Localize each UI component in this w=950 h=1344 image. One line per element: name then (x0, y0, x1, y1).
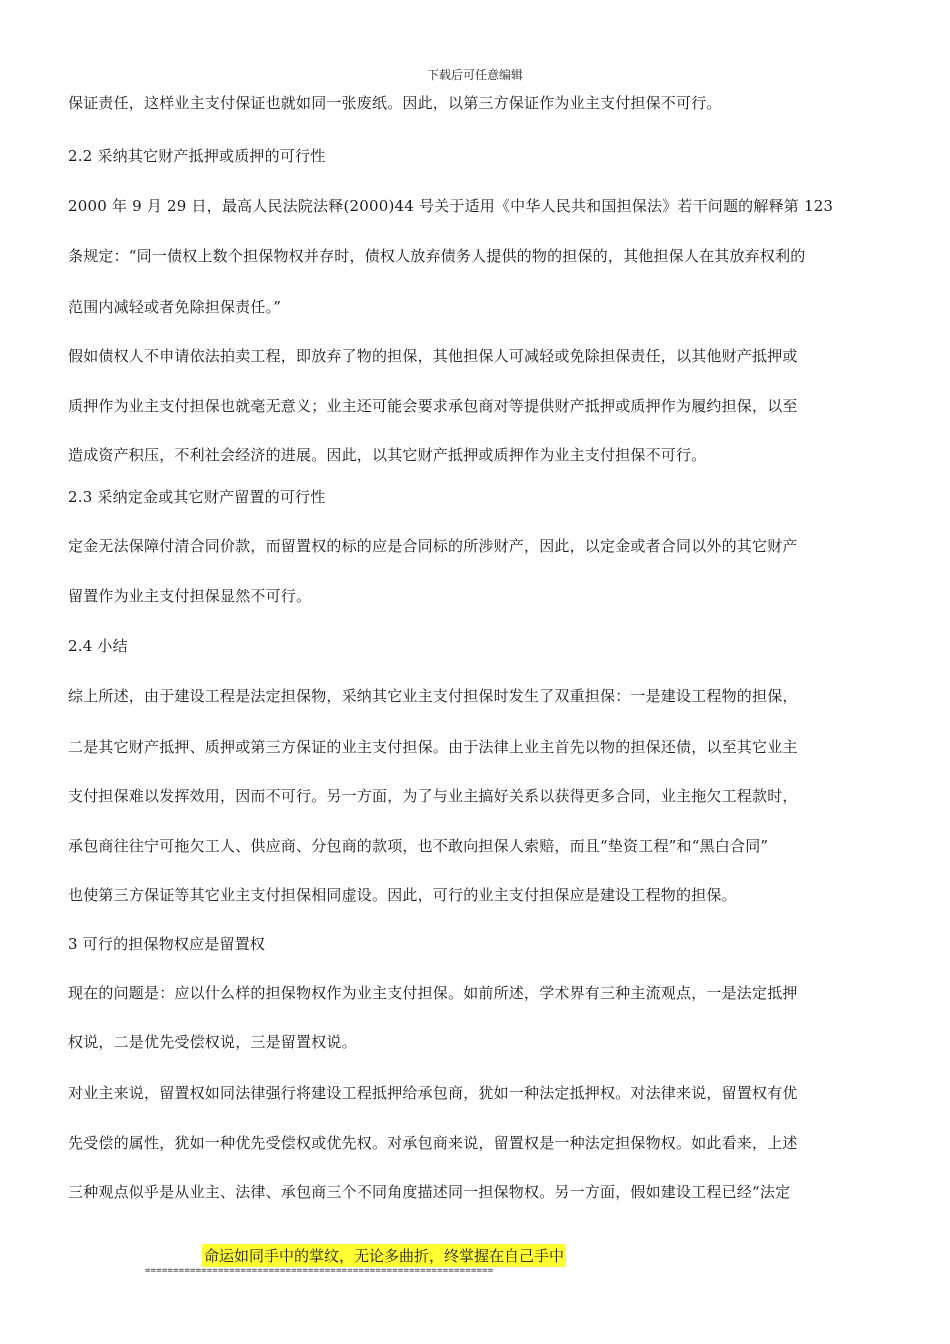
body-line: 质押作为业主支付担保也就毫无意义；业主还可能会要求承包商对等提供财产抵押或质押作为履约担保，以至 (68, 397, 798, 415)
body-line: 综上所述，由于建设工程是法定担保物，采纳其它业主支付担保时发生了双重担保：一是建设工程物的担保， (68, 687, 798, 705)
body-line: 造成资产积压，不利社会经济的进展。因此，以其它财产抵押或质押作为业主支付担保不可行。 (68, 446, 707, 464)
section-heading: 2.2 采纳其它财产抵押或质押的可行性 (68, 147, 326, 165)
body-line: 假如债权人不申请依法拍卖工程，即放弃了物的担保，其他担保人可减轻或免除担保责任，以其他财产抵押或 (68, 347, 798, 365)
section-heading: 2.4 小结 (68, 637, 128, 655)
body-line: 也使第三方保证等其它业主支付担保相同虚设。因此，可行的业主支付担保应是建设工程物的担保。 (68, 886, 737, 904)
body-line: 保证责任，这样业主支付保证也就如同一张废纸。因此，以第三方保证作为业主支付担保不可行。 (68, 94, 722, 112)
body-line: 范围内减轻或者免除担保责任。” (68, 298, 282, 316)
body-line: 承包商往往宁可拖欠工人、供应商、分包商的款项，也不敢向担保人索赔，而且“垫资工程”和“黑白合同” (68, 837, 769, 855)
body-line: 现在的问题是：应以什么样的担保物权作为业主支付担保。如前所述，学术界有三种主流观点，一是法定抵押 (68, 984, 798, 1002)
body-line: 权说，二是优先受偿权说，三是留置权说。 (68, 1033, 357, 1051)
section-heading: 2.3 采纳定金或其它财产留置的可行性 (68, 488, 326, 506)
body-line: 条规定：“同一债权上数个担保物权并存时，债权人放弃债务人提供的物的担保的，其他担保人在其放弃权利的 (68, 247, 806, 265)
body-line: 先受偿的属性，犹如一种优先受偿权或优先权。对承包商来说，留置权是一种法定担保物权。如此看来，上述 (68, 1134, 798, 1152)
section-heading: 3 可行的担保物权应是留置权 (68, 935, 266, 953)
body-line: 2000 年 9 月 29 日，最高人民法院法释(2000)44 号关于适用《中华人民共和国担保法》若干问题的解释第 123 (68, 197, 834, 215)
page-header: 下载后可任意编辑 (426, 68, 523, 82)
body-line: 二是其它财产抵押、质押或第三方保证的业主支付担保。由于法律上业主首先以物的担保还债，以至其它业主 (68, 738, 798, 756)
footer-divider: ============================================================== (145, 1266, 494, 1276)
body-line: 定金无法保障付清合同价款，而留置权的标的应是合同标的所涉财产，因此，以定金或者合同以外的其它财产 (68, 537, 798, 555)
footer-highlight-note: 命运如同手中的掌纹，无论多曲折，终掌握在自己手中 (202, 1244, 566, 1267)
body-line: 对业主来说，留置权如同法律强行将建设工程抵押给承包商，犹如一种法定抵押权。对法律来说，留置权有优 (68, 1084, 798, 1102)
body-line: 留置作为业主支付担保显然不可行。 (68, 587, 312, 605)
body-line: 支付担保难以发挥效用，因而不可行。另一方面，为了与业主搞好关系以获得更多合同，业主拖欠工程款时， (68, 787, 798, 805)
body-line: 三种观点似乎是从业主、法律、承包商三个不同角度描述同一担保物权。另一方面，假如建设工程已经“法定 (68, 1183, 791, 1201)
